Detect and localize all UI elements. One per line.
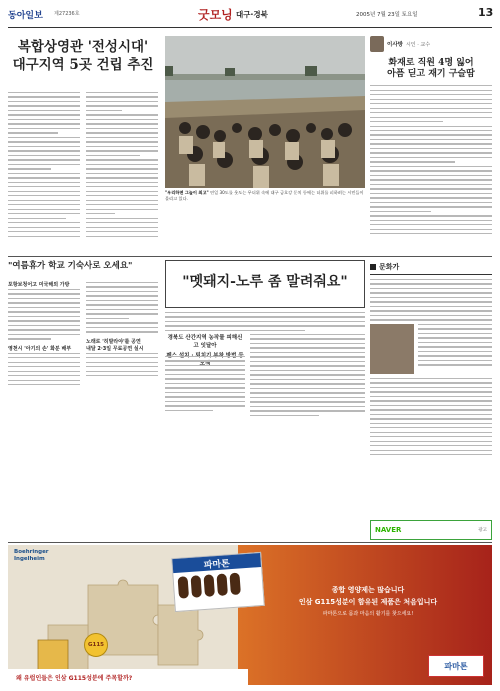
naver-ad-label: 광고 [478, 528, 487, 533]
ad-copy-1: 종합 영양제는 많습니다 [331, 586, 405, 594]
brief-title-3: 노래로 '히말라야'를 공연 [86, 338, 141, 345]
culture-photo-text [418, 324, 492, 374]
lead-body-col1 [8, 92, 80, 252]
featured-headline-box [165, 260, 365, 308]
newspaper-logo: 동아일보 [8, 11, 43, 21]
lead-story [8, 40, 158, 73]
lead-headline-1: 복합상영관 '전성시대' [17, 39, 149, 55]
corner-product: 파마톤 [444, 661, 468, 671]
naver-logo: NAVER [375, 526, 402, 534]
brief-title-4: 내달 2·3일 무료공연 실시 [86, 345, 144, 352]
side-story-headline: "여름휴가 학교 기숙사로 오세요" [8, 261, 133, 271]
page-number: 13 [478, 6, 494, 19]
brand-name-1: Boehringer [14, 549, 49, 555]
column-author [370, 36, 492, 52]
author-name: 이사방 [387, 42, 403, 48]
lead-headline-2: 대구지역 5곳 건립 추진 [12, 57, 154, 74]
ad-footer [8, 669, 248, 685]
pharmaton-ad[interactable] [8, 545, 492, 685]
brief-title-2: 영천시 '아기의 손' 화분 배부 [8, 345, 72, 352]
side-story [8, 262, 158, 272]
ad-divider [8, 542, 492, 543]
culture-photo-row [370, 324, 492, 374]
g115-text: G115 [88, 642, 104, 648]
side-body-col2 [86, 282, 158, 380]
featured-headline: "멧돼지-노루 좀 말려줘요" [182, 274, 348, 290]
issue-number: 제27236호 [54, 11, 80, 17]
featured-lead [165, 312, 365, 334]
naver-ad[interactable] [370, 520, 492, 540]
issue-date: 2005년 7월 23일 토요일 [356, 12, 418, 18]
featured-sub-1: 경북도 산간지역 농작물 피해신고 잇달아 [167, 335, 243, 349]
lead-body-col2 [86, 92, 158, 252]
ad-copy [248, 585, 488, 617]
culture-photo [370, 324, 414, 374]
featured-body-left [165, 356, 245, 414]
author-photo [370, 36, 384, 52]
section-subtitle: 대구·경북 [236, 10, 268, 19]
brief-title-1: 포항보청어고 미국해외 가방 [8, 282, 70, 288]
culture-label: 문화가 [379, 263, 400, 271]
ad-footer-text: 왜 유럽인들은 인삼 G115성분에 주목할까? [16, 674, 133, 682]
g115-badge [84, 633, 108, 657]
column-body [370, 85, 492, 234]
column-box [370, 36, 492, 251]
culture-listings [370, 279, 492, 321]
ad-copy-3: 파마톤으로 몸과 마음의 활기를 찾으세요! [322, 611, 414, 617]
ad-corner-logo [428, 655, 484, 677]
column-headline-2: 아픔 딛고 재기 구슬땀 [387, 69, 475, 80]
section-title: 굿모닝 [198, 8, 233, 22]
brand-name-2: Ingelheim [14, 556, 45, 562]
culture-section [370, 262, 492, 459]
caption-text: 연일 30도를 웃도는 무더위 속에 대구 금호강 둔치 등에는 더위를 피하려는 시민들이 몰리고 있다. [165, 190, 364, 201]
culture-listings-2 [370, 378, 492, 456]
news-photo-river-park [165, 36, 365, 188]
photo-caption [165, 190, 365, 201]
author-title: 시인 · 교수 [405, 41, 431, 48]
brand-block [14, 549, 49, 563]
featured-body-right [250, 334, 365, 419]
product-name: 파마톤 [203, 558, 231, 571]
side-body-col1 [8, 282, 80, 389]
bullet-icon [370, 264, 376, 270]
ad-copy-2: 인삼 G115성분이 함유된 제품은 처음입니다 [298, 598, 438, 606]
masthead [8, 6, 492, 28]
divider [8, 256, 492, 257]
column-headline-1: 화재로 직원 4명 잃어 [388, 58, 474, 68]
culture-header [370, 262, 492, 275]
caption-title: "우리하면 그늘이 최고" [165, 190, 209, 195]
